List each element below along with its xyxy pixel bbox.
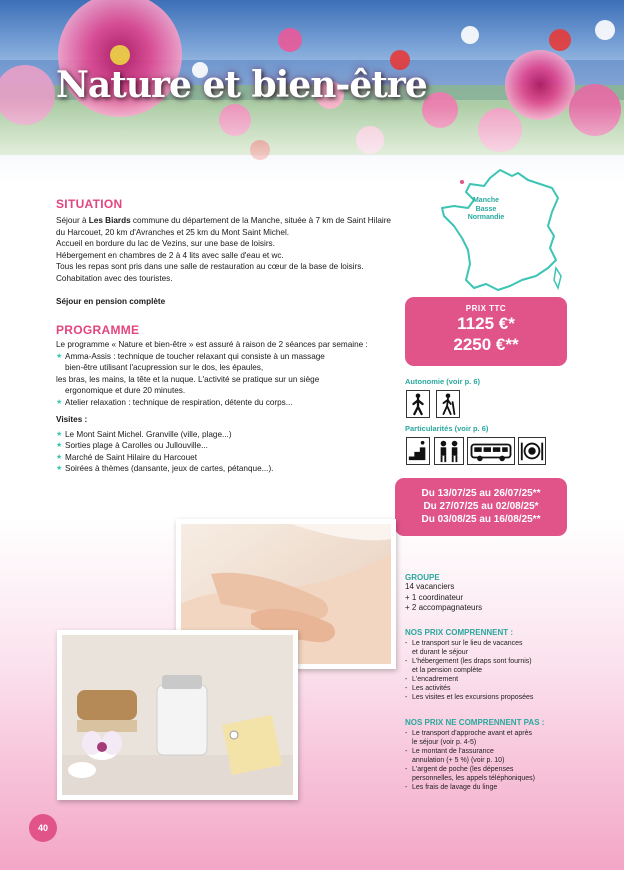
- location-name: Les Biards: [88, 216, 131, 225]
- list-item: ★ Marché de Saint Hilaire du Harcouet: [56, 452, 396, 464]
- comprennent-heading: NOS PRIX COMPRENNENT :: [405, 628, 514, 637]
- list-item: - L'argent de poche (les dépenses personnelles, les appels téléphoniques): [405, 765, 585, 783]
- list-item: - Le transport d'approche avant et après le séjour (voir p. 4-5): [405, 729, 585, 747]
- list-item: - Les activités: [405, 684, 585, 693]
- visits-list: [56, 429, 396, 475]
- hiker-icon: [436, 390, 460, 418]
- visits-title: Visites :: [56, 415, 88, 424]
- price-2: 2250 €**: [453, 335, 519, 354]
- groupe-heading: GROUPE: [405, 573, 440, 582]
- group-people-icon: [434, 437, 464, 465]
- price-label: PRIX TTC: [465, 304, 507, 313]
- list-item: - Les frais de lavage du linge: [405, 783, 585, 792]
- programme-intro: Le programme « Nature et bien-être » est assuré à raison de 2 séances par semaine :: [56, 340, 368, 349]
- list-item: ★ Soirées à thèmes (dansante, jeux de cartes, pétanque...).: [56, 463, 396, 475]
- price-1: 1125 €*: [457, 314, 515, 333]
- comprennent-list: [405, 639, 585, 702]
- stairs-icon: [406, 437, 430, 465]
- list-item: ★ Atelier relaxation : technique de respiration, détente du corps...: [56, 397, 396, 409]
- pension-note: Séjour en pension complète: [56, 297, 166, 306]
- situation-intro: Séjour à Les Biards commune du département de la Manche, située à 7 km de Saint Hilaire du Harcouet, 20 km d'Avranches et 25 km du Mont Saint Michel.: [56, 216, 391, 237]
- hero-banner: [0, 0, 624, 190]
- region-label: Manche Basse Normandie: [467, 197, 505, 221]
- situation-line: Accueil en bordure du lac de Vezins, sur une base de loisirs.: [56, 239, 275, 248]
- minibus-icon: [467, 437, 515, 465]
- dates-box: [395, 478, 567, 536]
- list-item: - Les visites et les excursions proposées: [405, 693, 585, 702]
- ne-comprennent-section: [405, 718, 585, 792]
- france-map: [440, 168, 565, 293]
- plate-cutlery-icon: [518, 437, 546, 465]
- situation-line: Hébergement en chambres de 2 à 4 lits avec salle d'eau et wc.: [56, 250, 284, 260]
- list-item: - L'encadrement: [405, 675, 585, 684]
- list-item: ★ Sorties plage à Carolles ou Jullouville...: [56, 440, 396, 452]
- situation-line: Tous les repas sont pris dans une salle de restauration au cœur de la base de loisirs. Cohabitation avec des touristes.: [56, 262, 364, 283]
- autonomie-label: Autonomie (voir p. 6): [405, 377, 480, 386]
- price-box: [405, 297, 567, 366]
- list-item: ★ Le Mont Saint Michel. Granville (ville, plage...): [56, 429, 396, 441]
- list-item: - Le transport sur le lieu de vacances et durant le séjour: [405, 639, 585, 657]
- location-marker: [460, 180, 464, 184]
- groupe-section: GROUPE 14 vacanciers + 1 coordinateur + 2 accompagnateurs: [405, 573, 585, 614]
- comprennent-section: [405, 628, 585, 702]
- ne-comprennent-list: [405, 729, 585, 792]
- page-number: 40: [29, 814, 57, 842]
- list-item: ★ Amma-Assis : technique de toucher relaxant qui consiste à un massage bien-être utilisant l'acupression sur le dos, les épaules, les bras, les mains, la tête et la nuque. L'activité se pratique sur un siège ergonomique et dure 20 minutes.: [56, 351, 396, 397]
- situation-text: [56, 215, 391, 308]
- date-range: Du 13/07/25 au 26/07/25**: [421, 488, 541, 499]
- situation-heading: SITUATION: [56, 197, 123, 211]
- ne-comprennent-heading: NOS PRIX NE COMPRENNENT PAS :: [405, 718, 545, 727]
- list-item: - Le montant de l'assurance annulation (+ 5 %) (voir p. 10): [405, 747, 585, 765]
- programme-list: [56, 351, 396, 409]
- date-range: Du 27/07/25 au 02/08/25*: [423, 501, 539, 512]
- spa-photo: [57, 630, 298, 800]
- particularites-label: Particularités (voir p. 6): [405, 424, 489, 433]
- programme-heading: PROGRAMME: [56, 323, 140, 337]
- walking-person-icon: [406, 390, 430, 418]
- page-title: Nature et bien-être: [56, 64, 427, 106]
- date-range: Du 03/08/25 au 16/08/25**: [421, 514, 541, 525]
- list-item: - L'hébergement (les draps sont fournis) et la pension complète: [405, 657, 585, 675]
- programme-text: [56, 339, 396, 475]
